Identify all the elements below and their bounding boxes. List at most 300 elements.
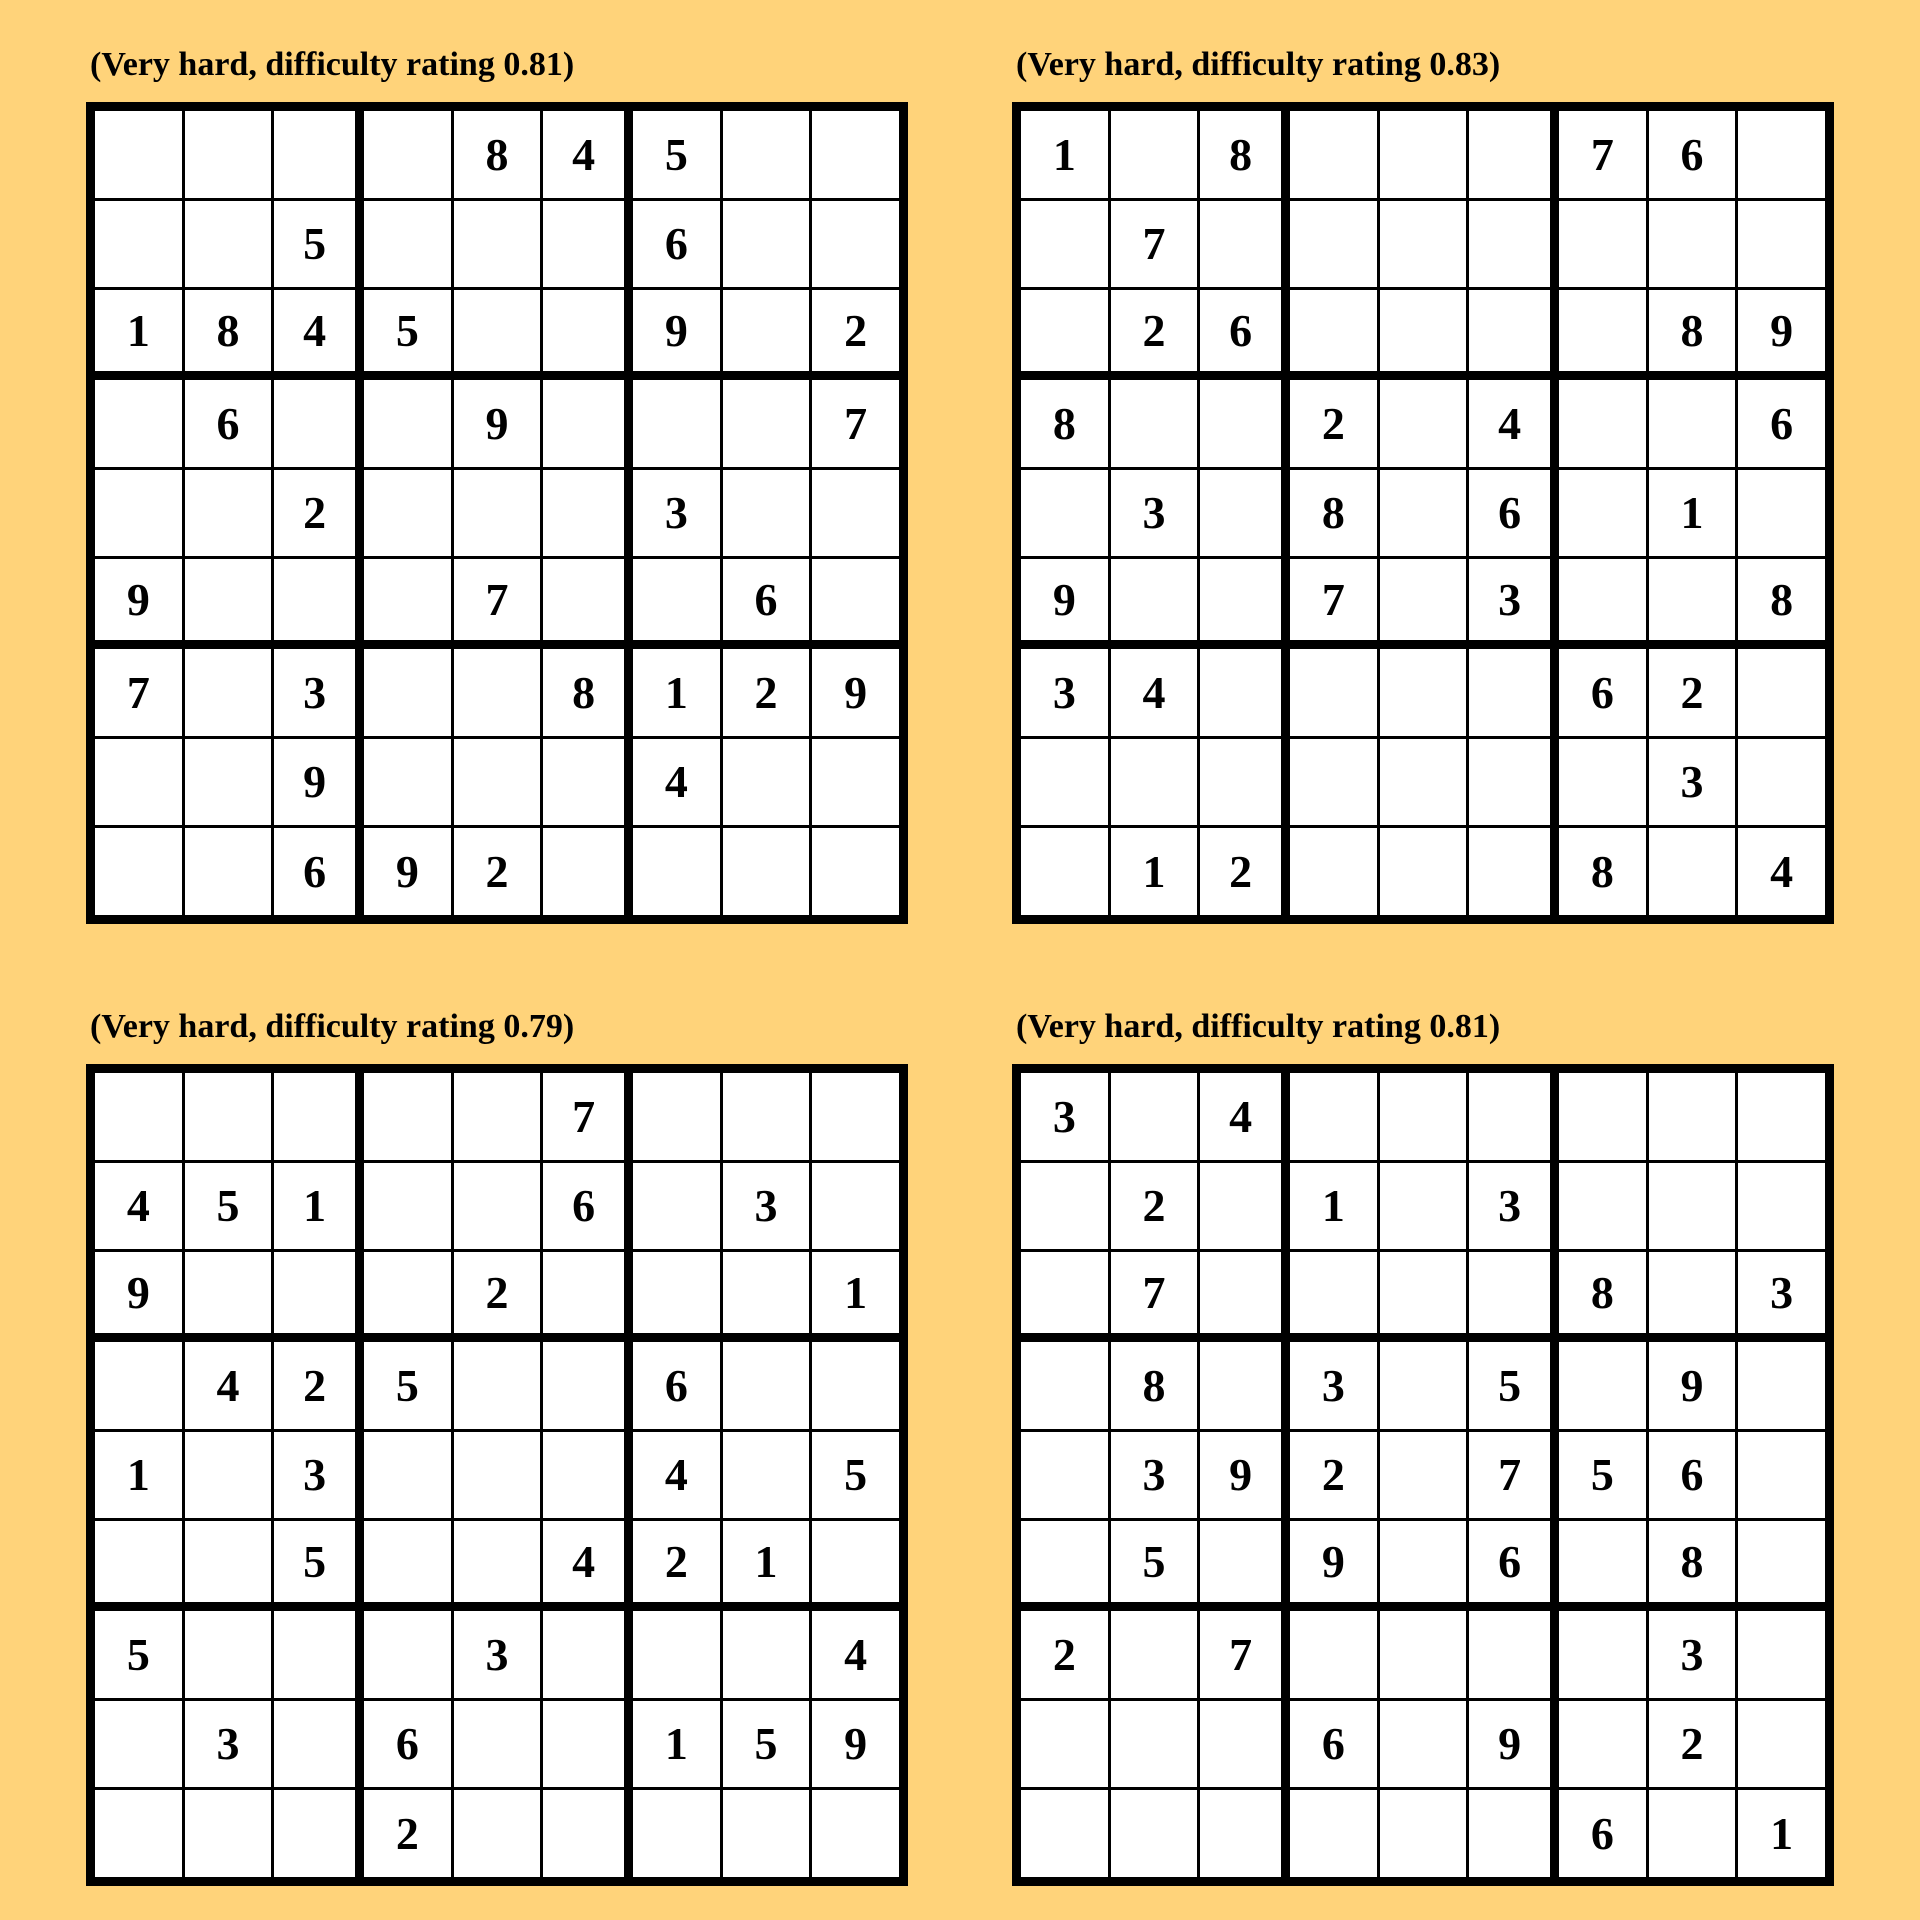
empty-cell[interactable] <box>364 1432 451 1519</box>
empty-cell[interactable] <box>723 739 810 826</box>
empty-cell[interactable] <box>1380 739 1467 826</box>
empty-cell[interactable] <box>274 111 355 198</box>
empty-cell[interactable] <box>1021 470 1108 557</box>
given-cell: 5 <box>1469 1342 1550 1429</box>
empty-cell[interactable] <box>364 1073 451 1160</box>
empty-cell[interactable] <box>1111 1073 1198 1160</box>
given-cell: 4 <box>1200 1073 1281 1160</box>
empty-cell[interactable] <box>633 1252 720 1333</box>
empty-cell[interactable] <box>185 1521 272 1602</box>
given-cell: 4 <box>543 1521 624 1602</box>
empty-cell[interactable] <box>364 380 451 467</box>
given-cell: 2 <box>274 1342 355 1429</box>
empty-cell[interactable] <box>1649 380 1736 467</box>
empty-cell[interactable] <box>1559 380 1646 467</box>
empty-cell[interactable] <box>454 1701 541 1788</box>
empty-cell[interactable] <box>1111 1611 1198 1698</box>
empty-cell[interactable] <box>1559 1521 1646 1602</box>
given-cell: 3 <box>1111 470 1198 557</box>
given-cell: 5 <box>364 1342 451 1429</box>
empty-cell[interactable] <box>95 470 182 557</box>
empty-cell[interactable] <box>1380 1611 1467 1698</box>
empty-cell[interactable] <box>1380 470 1467 557</box>
given-cell: 5 <box>1111 1521 1198 1602</box>
empty-cell[interactable] <box>185 1790 272 1877</box>
puzzle-title: (Very hard, difficulty rating 0.81) <box>90 46 575 83</box>
puzzle-title: (Very hard, difficulty rating 0.79) <box>90 1008 575 1045</box>
empty-cell[interactable] <box>543 559 624 640</box>
empty-cell[interactable] <box>543 201 624 288</box>
empty-cell[interactable] <box>1738 1073 1825 1160</box>
given-cell: 6 <box>364 1701 451 1788</box>
given-cell: 2 <box>454 828 541 915</box>
given-cell: 5 <box>364 290 451 371</box>
given-cell: 1 <box>1021 111 1108 198</box>
empty-cell[interactable] <box>1469 201 1550 288</box>
given-cell: 2 <box>723 649 810 736</box>
empty-cell[interactable] <box>364 201 451 288</box>
empty-cell[interactable] <box>1021 1432 1108 1519</box>
empty-cell[interactable] <box>95 1342 182 1429</box>
empty-cell[interactable] <box>1469 1611 1550 1698</box>
empty-cell[interactable] <box>1290 201 1377 288</box>
empty-cell[interactable] <box>633 1073 720 1160</box>
given-cell: 6 <box>1290 1701 1377 1788</box>
empty-cell[interactable] <box>185 111 272 198</box>
given-cell: 2 <box>1649 1701 1736 1788</box>
empty-cell[interactable] <box>185 828 272 915</box>
given-cell: 1 <box>723 1521 810 1602</box>
empty-cell[interactable] <box>1021 201 1108 288</box>
empty-cell[interactable] <box>723 470 810 557</box>
given-cell: 7 <box>1559 111 1646 198</box>
given-cell: 9 <box>364 828 451 915</box>
empty-cell[interactable] <box>364 1611 451 1698</box>
empty-cell[interactable] <box>274 1701 355 1788</box>
empty-cell[interactable] <box>1200 649 1281 736</box>
given-cell: 6 <box>543 1163 624 1250</box>
empty-cell[interactable] <box>723 1790 810 1877</box>
empty-cell[interactable] <box>1021 1790 1108 1877</box>
given-cell: 7 <box>543 1073 624 1160</box>
empty-cell[interactable] <box>543 380 624 467</box>
empty-cell[interactable] <box>1738 1163 1825 1250</box>
empty-cell[interactable] <box>1559 1073 1646 1160</box>
empty-cell[interactable] <box>364 739 451 826</box>
given-cell: 4 <box>633 739 720 826</box>
given-cell: 7 <box>95 649 182 736</box>
empty-cell[interactable] <box>1738 739 1825 826</box>
empty-cell[interactable] <box>454 1790 541 1877</box>
empty-cell[interactable] <box>543 1611 624 1698</box>
empty-cell[interactable] <box>812 828 899 915</box>
empty-cell[interactable] <box>543 1252 624 1333</box>
given-cell: 8 <box>1559 828 1646 915</box>
given-cell: 3 <box>274 649 355 736</box>
empty-cell[interactable] <box>1200 1252 1281 1333</box>
empty-cell[interactable] <box>1380 1432 1467 1519</box>
empty-cell[interactable] <box>1380 828 1467 915</box>
empty-cell[interactable] <box>95 739 182 826</box>
empty-cell[interactable] <box>95 1521 182 1602</box>
empty-cell[interactable] <box>95 1701 182 1788</box>
empty-cell[interactable] <box>185 559 272 640</box>
given-cell: 7 <box>1111 201 1198 288</box>
given-cell: 1 <box>95 1432 182 1519</box>
given-cell: 7 <box>1469 1432 1550 1519</box>
empty-cell[interactable] <box>1469 1790 1550 1877</box>
empty-cell[interactable] <box>1290 290 1377 371</box>
empty-cell[interactable] <box>1290 649 1377 736</box>
empty-cell[interactable] <box>454 1073 541 1160</box>
empty-cell[interactable] <box>1380 1701 1467 1788</box>
given-cell: 8 <box>1021 380 1108 467</box>
empty-cell[interactable] <box>1290 111 1377 198</box>
given-cell: 2 <box>274 470 355 557</box>
given-cell: 5 <box>274 1521 355 1602</box>
given-cell: 8 <box>1111 1342 1198 1429</box>
given-cell: 7 <box>454 559 541 640</box>
empty-cell[interactable] <box>1200 1163 1281 1250</box>
empty-cell[interactable] <box>1469 111 1550 198</box>
empty-cell[interactable] <box>1021 1163 1108 1250</box>
empty-cell[interactable] <box>1021 1342 1108 1429</box>
empty-cell[interactable] <box>454 739 541 826</box>
empty-cell[interactable] <box>543 1342 624 1429</box>
given-cell: 1 <box>812 1252 899 1333</box>
given-cell: 4 <box>812 1611 899 1698</box>
empty-cell[interactable] <box>812 739 899 826</box>
empty-cell[interactable] <box>543 828 624 915</box>
given-cell: 6 <box>1469 470 1550 557</box>
empty-cell[interactable] <box>1380 380 1467 467</box>
given-cell: 1 <box>1649 470 1736 557</box>
given-cell: 3 <box>1469 559 1550 640</box>
empty-cell[interactable] <box>723 111 810 198</box>
given-cell: 5 <box>1559 1432 1646 1519</box>
empty-cell[interactable] <box>95 111 182 198</box>
empty-cell[interactable] <box>364 470 451 557</box>
empty-cell[interactable] <box>95 1790 182 1877</box>
empty-cell[interactable] <box>185 201 272 288</box>
empty-cell[interactable] <box>364 111 451 198</box>
empty-cell[interactable] <box>274 380 355 467</box>
given-cell: 3 <box>185 1701 272 1788</box>
given-cell: 2 <box>812 290 899 371</box>
empty-cell[interactable] <box>1559 470 1646 557</box>
empty-cell[interactable] <box>1469 290 1550 371</box>
empty-cell[interactable] <box>1021 828 1108 915</box>
given-cell: 6 <box>723 559 810 640</box>
given-cell: 3 <box>1649 1611 1736 1698</box>
empty-cell[interactable] <box>1559 1163 1646 1250</box>
empty-cell[interactable] <box>1738 1701 1825 1788</box>
empty-cell[interactable] <box>1469 828 1550 915</box>
given-cell: 8 <box>1649 290 1736 371</box>
empty-cell[interactable] <box>812 201 899 288</box>
empty-cell[interactable] <box>454 201 541 288</box>
empty-cell[interactable] <box>1380 1521 1467 1602</box>
given-cell: 3 <box>723 1163 810 1250</box>
empty-cell[interactable] <box>543 470 624 557</box>
empty-cell[interactable] <box>1021 739 1108 826</box>
empty-cell[interactable] <box>543 739 624 826</box>
empty-cell[interactable] <box>185 739 272 826</box>
empty-cell[interactable] <box>812 1073 899 1160</box>
empty-cell[interactable] <box>1469 1252 1550 1333</box>
empty-cell[interactable] <box>1200 1521 1281 1602</box>
empty-cell[interactable] <box>1559 739 1646 826</box>
empty-cell[interactable] <box>723 1073 810 1160</box>
empty-cell[interactable] <box>1021 1521 1108 1602</box>
empty-cell[interactable] <box>185 649 272 736</box>
sudoku-grid <box>1012 1064 1834 1886</box>
given-cell: 6 <box>1559 1790 1646 1877</box>
empty-cell[interactable] <box>1559 559 1646 640</box>
empty-cell[interactable] <box>1559 1342 1646 1429</box>
empty-cell[interactable] <box>185 470 272 557</box>
given-cell: 2 <box>1021 1611 1108 1698</box>
given-cell: 8 <box>454 111 541 198</box>
puzzle-title: (Very hard, difficulty rating 0.83) <box>1016 46 1501 83</box>
empty-cell[interactable] <box>1021 290 1108 371</box>
empty-cell[interactable] <box>364 1521 451 1602</box>
empty-cell[interactable] <box>95 1073 182 1160</box>
given-cell: 6 <box>1649 1432 1736 1519</box>
empty-cell[interactable] <box>274 1611 355 1698</box>
empty-cell[interactable] <box>723 1252 810 1333</box>
empty-cell[interactable] <box>1111 380 1198 467</box>
empty-cell[interactable] <box>454 1342 541 1429</box>
given-cell: 3 <box>1021 1073 1108 1160</box>
empty-cell[interactable] <box>454 1521 541 1602</box>
empty-cell[interactable] <box>1380 1790 1467 1877</box>
given-cell: 2 <box>1111 1163 1198 1250</box>
given-cell: 5 <box>274 201 355 288</box>
given-cell: 1 <box>633 649 720 736</box>
empty-cell[interactable] <box>364 559 451 640</box>
empty-cell[interactable] <box>454 649 541 736</box>
given-cell: 6 <box>185 380 272 467</box>
given-cell: 3 <box>1649 739 1736 826</box>
empty-cell[interactable] <box>633 1163 720 1250</box>
given-cell: 2 <box>1290 1432 1377 1519</box>
empty-cell[interactable] <box>1200 1342 1281 1429</box>
given-cell: 8 <box>1738 559 1825 640</box>
given-cell: 9 <box>1021 559 1108 640</box>
empty-cell[interactable] <box>1738 111 1825 198</box>
given-cell: 1 <box>95 290 182 371</box>
empty-cell[interactable] <box>1380 201 1467 288</box>
empty-cell[interactable] <box>1649 1163 1736 1250</box>
empty-cell[interactable] <box>1380 290 1467 371</box>
empty-cell[interactable] <box>812 1790 899 1877</box>
empty-cell[interactable] <box>1290 1790 1377 1877</box>
empty-cell[interactable] <box>723 1342 810 1429</box>
empty-cell[interactable] <box>95 201 182 288</box>
given-cell: 3 <box>633 470 720 557</box>
given-cell: 8 <box>185 290 272 371</box>
given-cell: 1 <box>1111 828 1198 915</box>
empty-cell[interactable] <box>723 1432 810 1519</box>
empty-cell[interactable] <box>812 1342 899 1429</box>
empty-cell[interactable] <box>1559 290 1646 371</box>
empty-cell[interactable] <box>812 1521 899 1602</box>
given-cell: 4 <box>95 1163 182 1250</box>
given-cell: 5 <box>723 1701 810 1788</box>
empty-cell[interactable] <box>812 470 899 557</box>
empty-cell[interactable] <box>812 111 899 198</box>
given-cell: 4 <box>1111 649 1198 736</box>
empty-cell[interactable] <box>1200 739 1281 826</box>
empty-cell[interactable] <box>1021 1252 1108 1333</box>
given-cell: 7 <box>1111 1252 1198 1333</box>
empty-cell[interactable] <box>812 1163 899 1250</box>
empty-cell[interactable] <box>95 380 182 467</box>
empty-cell[interactable] <box>1649 1790 1736 1877</box>
given-cell: 5 <box>633 111 720 198</box>
given-cell: 3 <box>274 1432 355 1519</box>
given-cell: 8 <box>1559 1252 1646 1333</box>
given-cell: 9 <box>95 559 182 640</box>
given-cell: 2 <box>1200 828 1281 915</box>
empty-cell[interactable] <box>1111 739 1198 826</box>
empty-cell[interactable] <box>723 201 810 288</box>
empty-cell[interactable] <box>1380 1342 1467 1429</box>
empty-cell[interactable] <box>1021 1701 1108 1788</box>
empty-cell[interactable] <box>1469 1073 1550 1160</box>
given-cell: 4 <box>633 1432 720 1519</box>
empty-cell[interactable] <box>1200 470 1281 557</box>
empty-cell[interactable] <box>723 828 810 915</box>
empty-cell[interactable] <box>1111 1701 1198 1788</box>
empty-cell[interactable] <box>274 559 355 640</box>
empty-cell[interactable] <box>1380 649 1467 736</box>
empty-cell[interactable] <box>1649 1073 1736 1160</box>
empty-cell[interactable] <box>633 828 720 915</box>
empty-cell[interactable] <box>1738 470 1825 557</box>
empty-cell[interactable] <box>1380 1163 1467 1250</box>
given-cell: 1 <box>1738 1790 1825 1877</box>
given-cell: 9 <box>1200 1432 1281 1519</box>
empty-cell[interactable] <box>1469 739 1550 826</box>
empty-cell[interactable] <box>1290 1073 1377 1160</box>
given-cell: 9 <box>454 380 541 467</box>
given-cell: 6 <box>633 201 720 288</box>
empty-cell[interactable] <box>1649 201 1736 288</box>
empty-cell[interactable] <box>454 1432 541 1519</box>
empty-cell[interactable] <box>633 1611 720 1698</box>
given-cell: 4 <box>274 290 355 371</box>
empty-cell[interactable] <box>633 559 720 640</box>
given-cell: 2 <box>1290 380 1377 467</box>
given-cell: 9 <box>95 1252 182 1333</box>
empty-cell[interactable] <box>1290 739 1377 826</box>
empty-cell[interactable] <box>364 1163 451 1250</box>
empty-cell[interactable] <box>1111 111 1198 198</box>
empty-cell[interactable] <box>723 1611 810 1698</box>
given-cell: 9 <box>1469 1701 1550 1788</box>
empty-cell[interactable] <box>1290 1252 1377 1333</box>
empty-cell[interactable] <box>454 470 541 557</box>
empty-cell[interactable] <box>1380 559 1467 640</box>
empty-cell[interactable] <box>1290 1611 1377 1698</box>
empty-cell[interactable] <box>95 828 182 915</box>
empty-cell[interactable] <box>454 290 541 371</box>
empty-cell[interactable] <box>454 1163 541 1250</box>
empty-cell[interactable] <box>185 1252 272 1333</box>
empty-cell[interactable] <box>1380 1252 1467 1333</box>
empty-cell[interactable] <box>274 1252 355 1333</box>
empty-cell[interactable] <box>1380 1073 1467 1160</box>
empty-cell[interactable] <box>1649 828 1736 915</box>
given-cell: 1 <box>1290 1163 1377 1250</box>
given-cell: 1 <box>274 1163 355 1250</box>
given-cell: 8 <box>543 649 624 736</box>
empty-cell[interactable] <box>1200 1701 1281 1788</box>
given-cell: 2 <box>454 1252 541 1333</box>
empty-cell[interactable] <box>1200 380 1281 467</box>
empty-cell[interactable] <box>364 1252 451 1333</box>
given-cell: 3 <box>454 1611 541 1698</box>
empty-cell[interactable] <box>1380 111 1467 198</box>
empty-cell[interactable] <box>1469 649 1550 736</box>
empty-cell[interactable] <box>274 1073 355 1160</box>
empty-cell[interactable] <box>1738 201 1825 288</box>
empty-cell[interactable] <box>1738 1342 1825 1429</box>
empty-cell[interactable] <box>543 1790 624 1877</box>
empty-cell[interactable] <box>723 290 810 371</box>
given-cell: 3 <box>1111 1432 1198 1519</box>
empty-cell[interactable] <box>1649 1252 1736 1333</box>
given-cell: 1 <box>633 1701 720 1788</box>
empty-cell[interactable] <box>1200 559 1281 640</box>
empty-cell[interactable] <box>1559 201 1646 288</box>
puzzle-title: (Very hard, difficulty rating 0.81) <box>1016 1008 1501 1045</box>
given-cell: 6 <box>1200 290 1281 371</box>
empty-cell[interactable] <box>274 1790 355 1877</box>
empty-cell[interactable] <box>1559 1611 1646 1698</box>
empty-cell[interactable] <box>1111 1790 1198 1877</box>
given-cell: 9 <box>812 1701 899 1788</box>
given-cell: 6 <box>274 828 355 915</box>
empty-cell[interactable] <box>1738 1432 1825 1519</box>
empty-cell[interactable] <box>1559 1701 1646 1788</box>
empty-cell[interactable] <box>364 649 451 736</box>
empty-cell[interactable] <box>543 1432 624 1519</box>
empty-cell[interactable] <box>812 559 899 640</box>
empty-cell[interactable] <box>633 380 720 467</box>
empty-cell[interactable] <box>185 1073 272 1160</box>
empty-cell[interactable] <box>1738 1521 1825 1602</box>
given-cell: 7 <box>812 380 899 467</box>
empty-cell[interactable] <box>1649 559 1736 640</box>
empty-cell[interactable] <box>723 380 810 467</box>
empty-cell[interactable] <box>1290 828 1377 915</box>
empty-cell[interactable] <box>185 1611 272 1698</box>
empty-cell[interactable] <box>543 1701 624 1788</box>
empty-cell[interactable] <box>1200 201 1281 288</box>
given-cell: 6 <box>1738 380 1825 467</box>
empty-cell[interactable] <box>1111 559 1198 640</box>
empty-cell[interactable] <box>543 290 624 371</box>
empty-cell[interactable] <box>633 1790 720 1877</box>
empty-cell[interactable] <box>185 1432 272 1519</box>
empty-cell[interactable] <box>1200 1790 1281 1877</box>
empty-cell[interactable] <box>1738 649 1825 736</box>
empty-cell[interactable] <box>1738 1611 1825 1698</box>
given-cell: 6 <box>1649 111 1736 198</box>
